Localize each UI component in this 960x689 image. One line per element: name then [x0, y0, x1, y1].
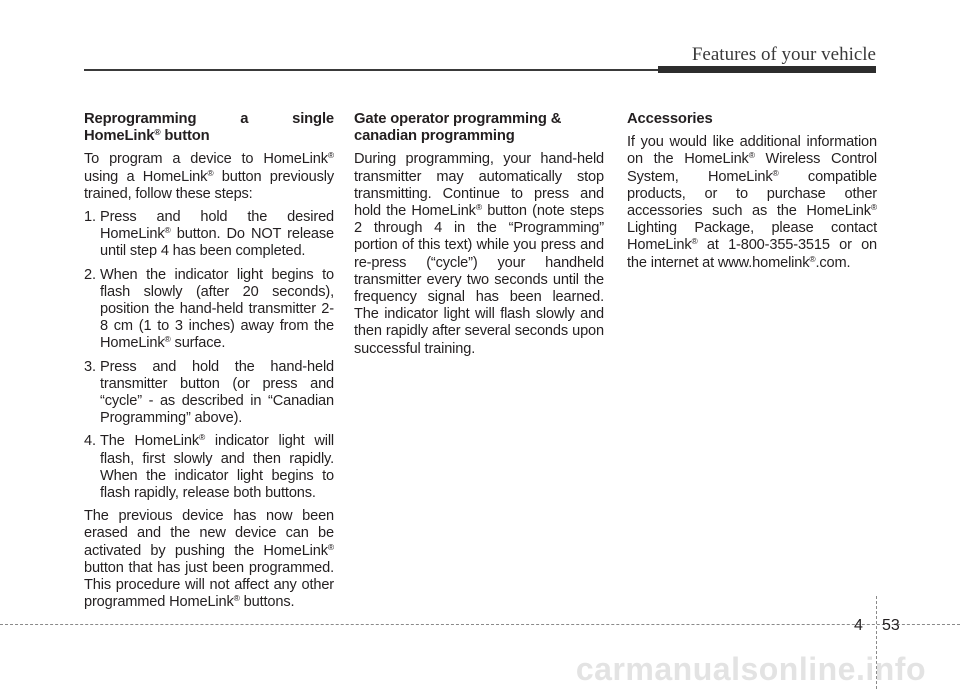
- paragraph-text: compatible products, or to purchase other accessories such as the HomeLink: [627, 168, 877, 220]
- registered-mark: ®: [233, 593, 240, 604]
- column-reprogramming: [84, 111, 334, 617]
- paragraph-text: button previously trained, follow these steps:: [84, 168, 335, 202]
- list-item: [84, 267, 334, 353]
- registered-mark: ®: [870, 202, 877, 213]
- page-header-title: Features of your vehicle: [691, 44, 876, 65]
- registered-mark: ®: [772, 167, 779, 178]
- paragraph-text: During programming, your hand-held transmitter may automatically stop transmitting. Continue to press and hold the HomeLink: [354, 151, 604, 220]
- registered-mark: ®: [154, 127, 161, 138]
- outro-paragraph: [84, 508, 334, 611]
- registered-mark: ®: [809, 253, 816, 264]
- paragraph-text: button (note steps 2 through 4 in the “Programming” portion of this text) while you press and re-press (“cycle”) your handheld transmitter every two seconds until the frequency signal has been learned. The indicator light will flash slowly and then rapidly after several seconds upon successful training.: [354, 203, 604, 357]
- paragraph-text: If you would like additional information on the HomeLink: [627, 134, 877, 168]
- step-number: 3.: [84, 358, 96, 375]
- paragraph-text: button that has just been programmed. This procedure will not affect any other programmed HomeLink: [84, 559, 334, 611]
- registered-mark: ®: [327, 150, 334, 161]
- column-gate-operator: [354, 111, 604, 364]
- registered-mark: ®: [475, 202, 482, 213]
- gate-operator-paragraph: [354, 151, 604, 357]
- registered-mark: ®: [327, 541, 334, 552]
- heading-text: Reprogramming a single: [84, 111, 334, 127]
- step-text: surface.: [170, 335, 226, 352]
- chapter-number: 4: [854, 617, 863, 634]
- step-text: The HomeLink: [100, 433, 199, 450]
- section-heading-gate-operator: Gate operator programming & canadian programming: [354, 111, 562, 145]
- header-rule-accent: [658, 66, 876, 73]
- step-list: [84, 209, 334, 502]
- step-text: Press and hold the desired HomeLink: [100, 209, 334, 243]
- heading-text: button: [160, 128, 210, 145]
- paragraph-text: .com.: [815, 254, 851, 271]
- paragraph-text: buttons.: [239, 594, 295, 611]
- paragraph-text: The previous device has now been erased and the new device can be activated by pushing the HomeLink: [84, 508, 334, 559]
- section-heading-reprogramming: [84, 111, 334, 145]
- footer-rule: [0, 624, 960, 625]
- accessories-paragraph: [627, 134, 877, 272]
- registered-mark: ®: [691, 236, 698, 247]
- registered-mark: ®: [164, 225, 171, 236]
- paragraph-text: at 1-800-355-3515 or on the internet at www.homelink: [627, 237, 877, 271]
- paragraph-text: To program a device to HomeLink: [84, 151, 328, 168]
- list-item: [84, 433, 334, 502]
- step-number: 1.: [84, 209, 96, 226]
- step-text: button. Do NOT release until step 4 has been completed.: [100, 226, 334, 260]
- step-number: 2.: [84, 266, 96, 283]
- step-number: 4.: [84, 433, 96, 450]
- column-accessories: [627, 111, 877, 278]
- registered-mark: ®: [207, 167, 214, 178]
- watermark: carmanualsonline.info: [575, 651, 926, 687]
- registered-mark: ®: [748, 150, 755, 161]
- step-text: When the indicator light begins to flash slowly (after 20 seconds), position the hand-held transmitter 2-8 cm (1 to 3 inches) away from the HomeLink: [100, 266, 334, 352]
- paragraph-text: using a HomeLink: [84, 168, 208, 185]
- registered-mark: ®: [199, 432, 206, 443]
- registered-mark: ®: [164, 334, 171, 345]
- heading-text: HomeLink: [84, 128, 155, 145]
- intro-paragraph: [84, 151, 334, 203]
- step-text: Press and hold the hand-held transmitter button (or press and “cycle” - as described in “Canadian Programming” above).: [100, 358, 334, 427]
- step-text: indicator light will flash, first slowly and then rapidly. When the indicator light begins to flash rapidly, release both buttons.: [100, 433, 334, 502]
- list-item: [84, 359, 334, 428]
- section-heading-accessories: Accessories: [627, 111, 713, 127]
- paragraph-text: Wireless Control System, HomeLink: [627, 151, 877, 185]
- list-item: [84, 209, 334, 261]
- page-number: 53: [882, 617, 900, 634]
- paragraph-text: Lighting Package, please contact HomeLink: [627, 220, 877, 254]
